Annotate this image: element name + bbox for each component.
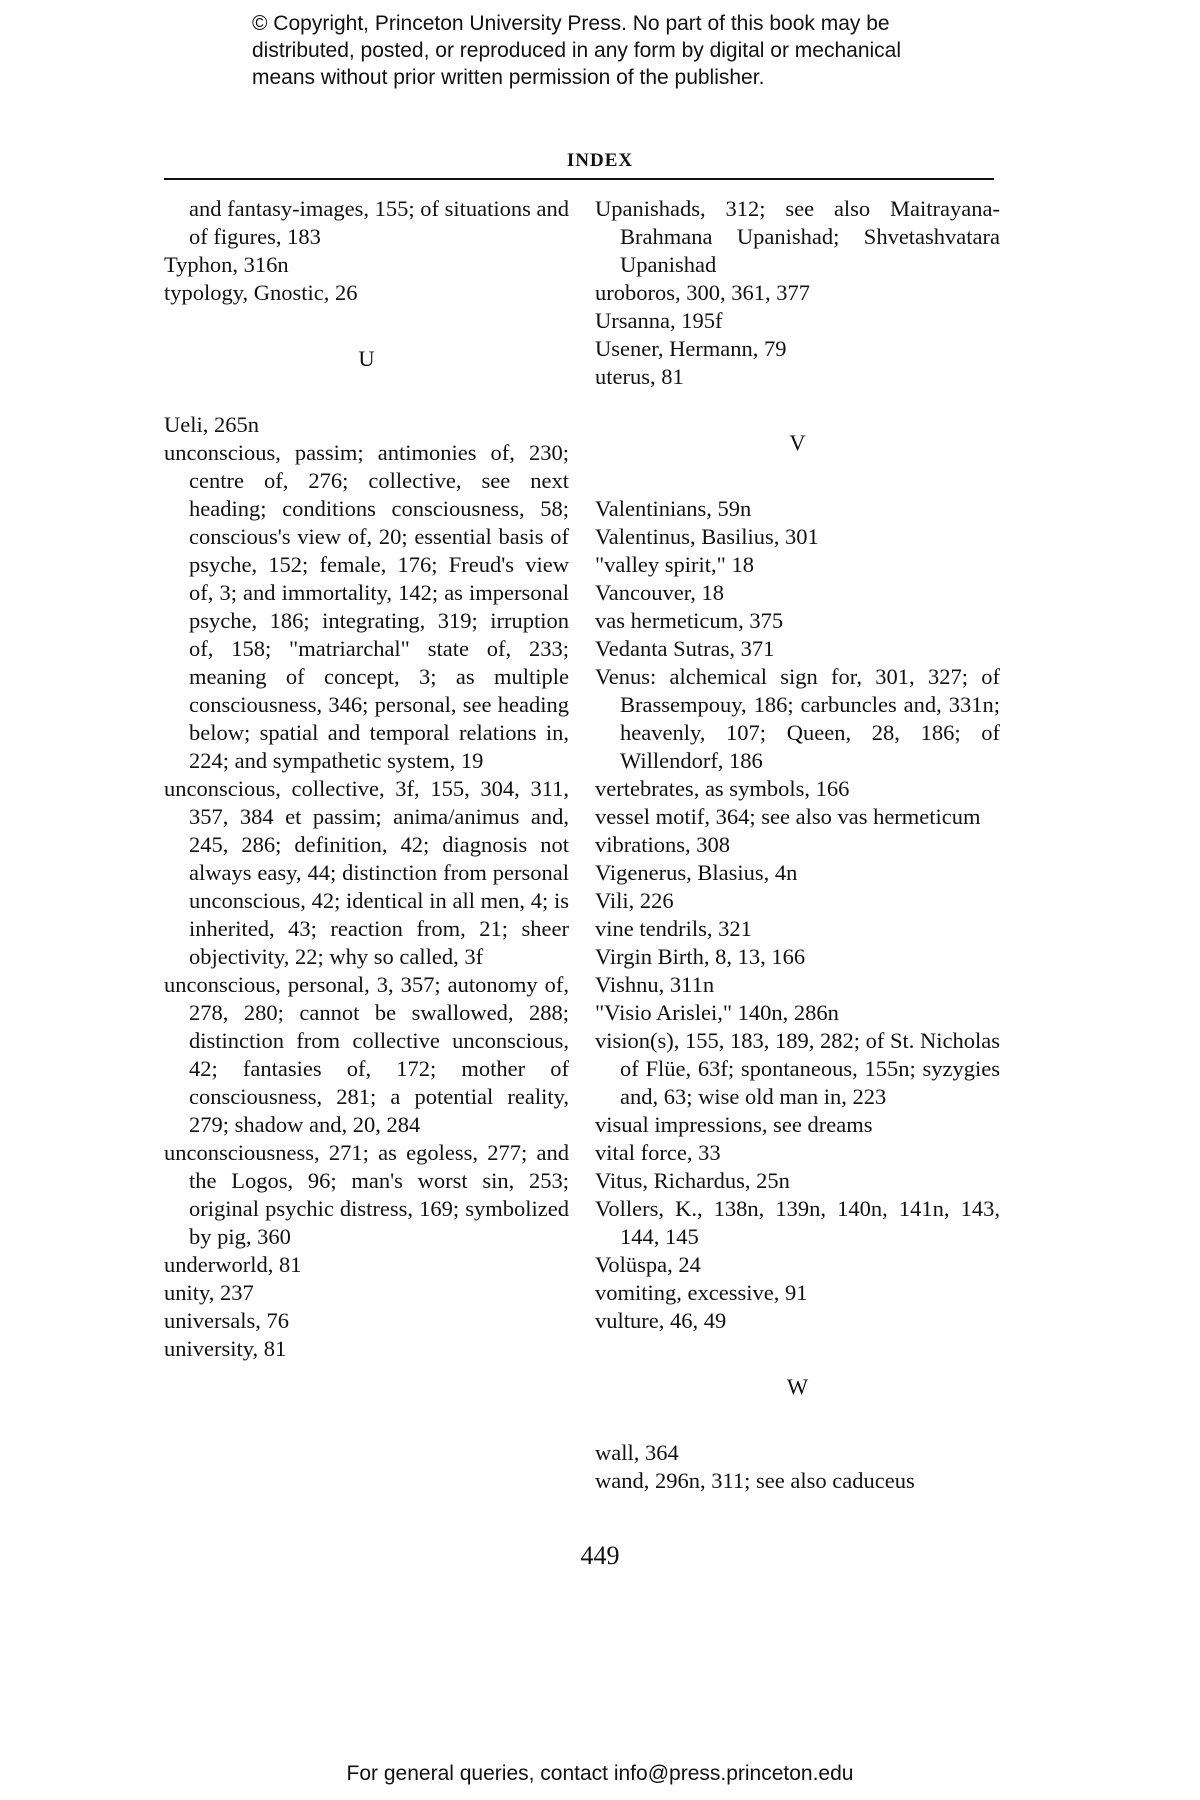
page-number: 449 <box>580 1541 620 1570</box>
index-column-left <box>164 195 569 1363</box>
index-entry: university, 81 <box>164 1336 287 1361</box>
index-entry: Upanishads, 312; see also Maitrayana-Brahmana Upanishad; Shvetashvatara Upanishad <box>595 196 1000 277</box>
index-entry: wall, 364 <box>595 1440 679 1465</box>
index-entry: unconsciousness, 271; as egoless, 277; and the Logos, 96; man's worst sin, 253; original psychic distress, 169; symbolized by pig, 360 <box>164 1140 569 1249</box>
index-entry: Ueli, 265n <box>164 412 259 437</box>
index-entry: Typhon, 316n <box>164 252 289 277</box>
index-entry: Venus: alchemical sign for, 301, 327; of Brassempouy, 186; carbuncles and, 331n; heavenly, 107; Queen, 28, 186; of Willendorf, 186 <box>595 664 1000 773</box>
index-entry: Valentinians, 59n <box>595 496 752 521</box>
index-entry: vomiting, excessive, 91 <box>595 1280 808 1305</box>
index-entry: Valentinus, Basilius, 301 <box>595 524 819 549</box>
index-entry: Ursanna, 195f <box>595 308 723 333</box>
copyright-line: means without prior written permission of the publisher. <box>252 66 765 89</box>
index-entry: Vili, 226 <box>595 888 674 913</box>
index-entry: visual impressions, see dreams <box>595 1112 873 1137</box>
index-entry: vessel motif, 364; see also vas hermeticum <box>595 804 981 829</box>
index-entry: wand, 296n, 311; see also caduceus <box>595 1468 915 1493</box>
index-entry: unity, 237 <box>164 1280 254 1305</box>
index-entry: "Visio Arislei," 140n, 286n <box>595 1000 839 1025</box>
index-entry: vulture, 46, 49 <box>595 1308 727 1333</box>
index-entry: uroboros, 300, 361, 377 <box>595 280 810 305</box>
index-column-right <box>595 195 1000 1495</box>
index-entry: vibrations, 308 <box>595 832 730 857</box>
copyright-notice <box>252 10 1012 91</box>
index-entry: Vishnu, 311n <box>595 972 715 997</box>
copyright-line: distributed, posted, or reproduced in any form by digital or mechanical <box>252 39 902 62</box>
index-entry: universals, 76 <box>164 1308 289 1333</box>
copyright-line: © Copyright, Princeton University Press. No part of this book may be <box>252 12 890 35</box>
index-entry: unconscious, passim; antimonies of, 230; centre of, 276; collective, see next heading; conditions consciousness, 58; conscious's view of, 20; essential basis of psyche, 152; female, 176; Freud's view of, 3; and immortality, 142; as impersonal psyche, 186; integrating, 319; irruption of, 158; "matriarchal" state of, 233; meaning of concept, 3; as multiple consciousness, 346; personal, see heading below; spatial and temporal relations in, 224; and sympathetic system, 19 <box>164 440 569 773</box>
index-entry: Vitus, Richardus, 25n <box>595 1168 790 1193</box>
index-entry: Vigenerus, Blasius, 4n <box>595 860 798 885</box>
header-rule <box>164 178 994 180</box>
index-entry: Virgin Birth, 8, 13, 166 <box>595 944 806 969</box>
index-entry: vision(s), 155, 183, 189, 282; of St. Nicholas of Flüe, 63f; spontaneous, 155n; syzygies and, 63; wise old man in, 223 <box>595 1028 1000 1109</box>
running-head: INDEX <box>566 150 634 171</box>
index-entry: Vedanta Sutras, 371 <box>595 636 775 661</box>
index-entry: "valley spirit," 18 <box>595 552 754 577</box>
index-entry: typology, Gnostic, 26 <box>164 280 358 305</box>
index-entry: unconscious, personal, 3, 357; autonomy of, 278, 280; cannot be swallowed, 288; distinction from collective unconscious, 42; fantasies of, 172; mother of consciousness, 281; a potential reality, 279; shadow and, 20, 284 <box>164 972 569 1137</box>
index-entry: underworld, 81 <box>164 1252 302 1277</box>
index-entry: Volüspa, 24 <box>595 1252 701 1277</box>
index-entry: uterus, 81 <box>595 364 684 389</box>
index-entry: vine tendrils, 321 <box>595 916 752 941</box>
letter-heading-w: W <box>786 1374 809 1399</box>
index-entry: vital force, 33 <box>595 1140 721 1165</box>
letter-heading-u: U <box>358 346 375 371</box>
index-entry: unconscious, collective, 3f, 155, 304, 311, 357, 384 et passim; anima/animus and, 245, 286; definition, 42; diagnosis not always easy, 44; distinction from personal unconscious, 42; identical in all men, 4; is inherited, 43; reaction from, 21; sheer objectivity, 22; why so called, 3f <box>164 776 569 969</box>
index-entry: vas hermeticum, 375 <box>595 608 784 633</box>
letter-heading-v: V <box>789 430 806 455</box>
index-entry: vertebrates, as symbols, 166 <box>595 776 850 801</box>
footer-contact: For general queries, contact info@press.princeton.edu <box>346 1762 854 1785</box>
index-entry-continuation: and fantasy-images, 155; of situations and of figures, 183 <box>189 196 569 249</box>
index-entry: Vancouver, 18 <box>595 580 725 605</box>
index-entry: Vollers, K., 138n, 139n, 140n, 141n, 143, 144, 145 <box>595 1196 1000 1249</box>
index-entry: Usener, Hermann, 79 <box>595 336 787 361</box>
